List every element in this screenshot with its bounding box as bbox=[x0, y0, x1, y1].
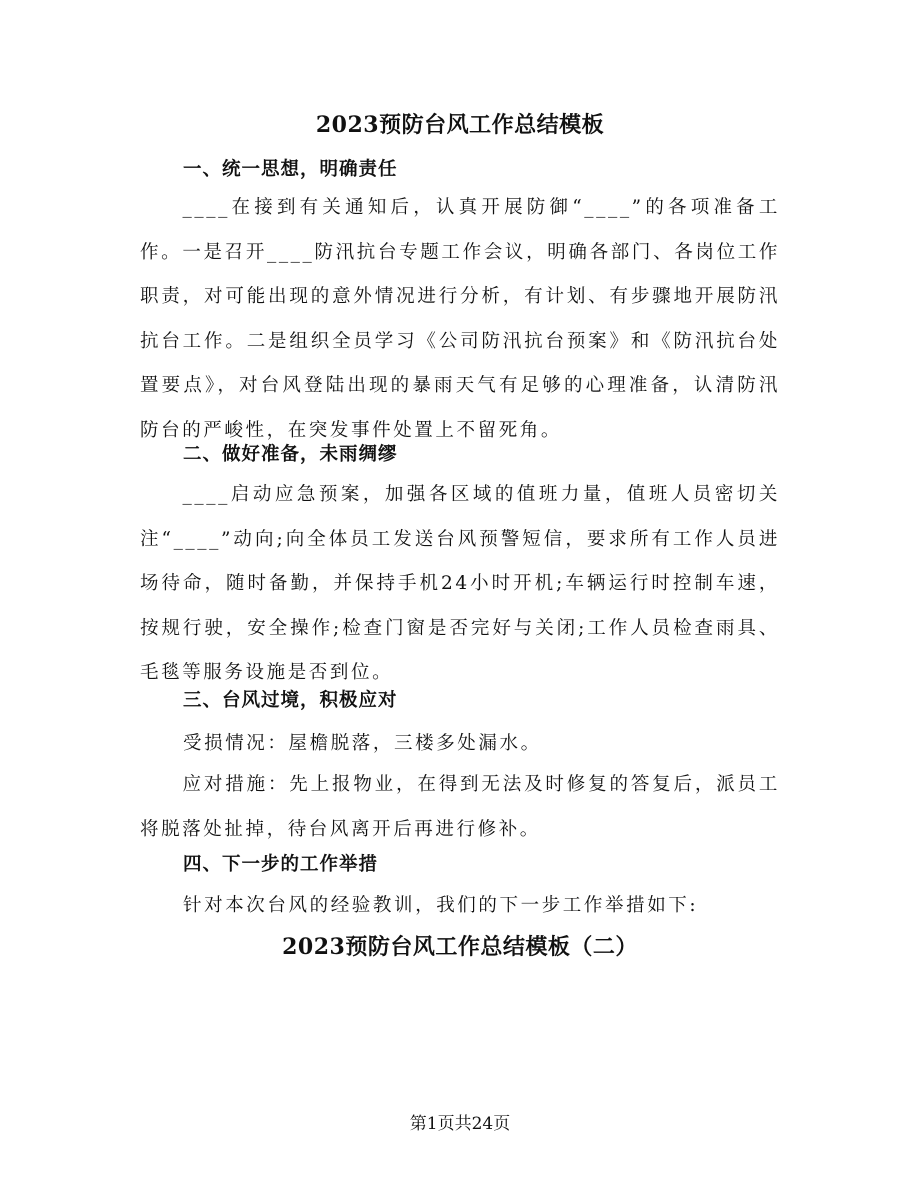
section-heading-3: 三、台风过境，积极应对 bbox=[183, 690, 398, 711]
section-heading-2: 二、做好准备，未雨绸缪 bbox=[183, 444, 398, 465]
section-paragraph-2: ____启动应急预案，加强各区域的值班力量，值班人员密切关注“____”动向;向全体员工发送台风预警短信，要求所有工作人员进场待命，随时备勤，并保持手机24小时开机;车辆运行时控制车速，按规行驶，安全操作;检查门窗是否完好与关闭;工作人员检查雨具、毛毯等服务设施是否到位。 bbox=[140, 484, 780, 683]
next-document-title: 2023预防台风工作总结模板（二） bbox=[282, 934, 638, 960]
damage-text: 受损情况：屋檐脱落，三楼多处漏水。 bbox=[183, 733, 542, 754]
section-paragraph-1: ____在接到有关通知后，认真开展防御“____”的各项准备工作。一是召开____防汛抗台专题工作会议，明确各部门、各岗位工作职责，对可能出现的意外情况进行分析，有计划、有步骤地开展防汛抗台工作。二是组织全员学习《公司防汛抗台预案》和《防汛抗台处置要点》，对台风登陆出现的暴雨天气有足够的心理准备，认清防汛防台的严峻性，在突发事件处置上不留死角。 bbox=[140, 197, 780, 441]
section-heading-1: 一、统一思想，明确责任 bbox=[183, 159, 398, 180]
section-paragraph-4: 针对本次台风的经验教训，我们的下一步工作举措如下: bbox=[183, 895, 699, 916]
section-heading-4: 四、下一步的工作举措 bbox=[183, 854, 379, 875]
document-title: 2023预防台风工作总结模板 bbox=[315, 112, 605, 138]
page-number: 第1页共24页 bbox=[409, 1114, 511, 1134]
measures-paragraph: 应对措施：先上报物业，在得到无法及时修复的答复后，派员工将脱落处扯掉，待台风离开后再进行修补。 bbox=[140, 774, 780, 840]
